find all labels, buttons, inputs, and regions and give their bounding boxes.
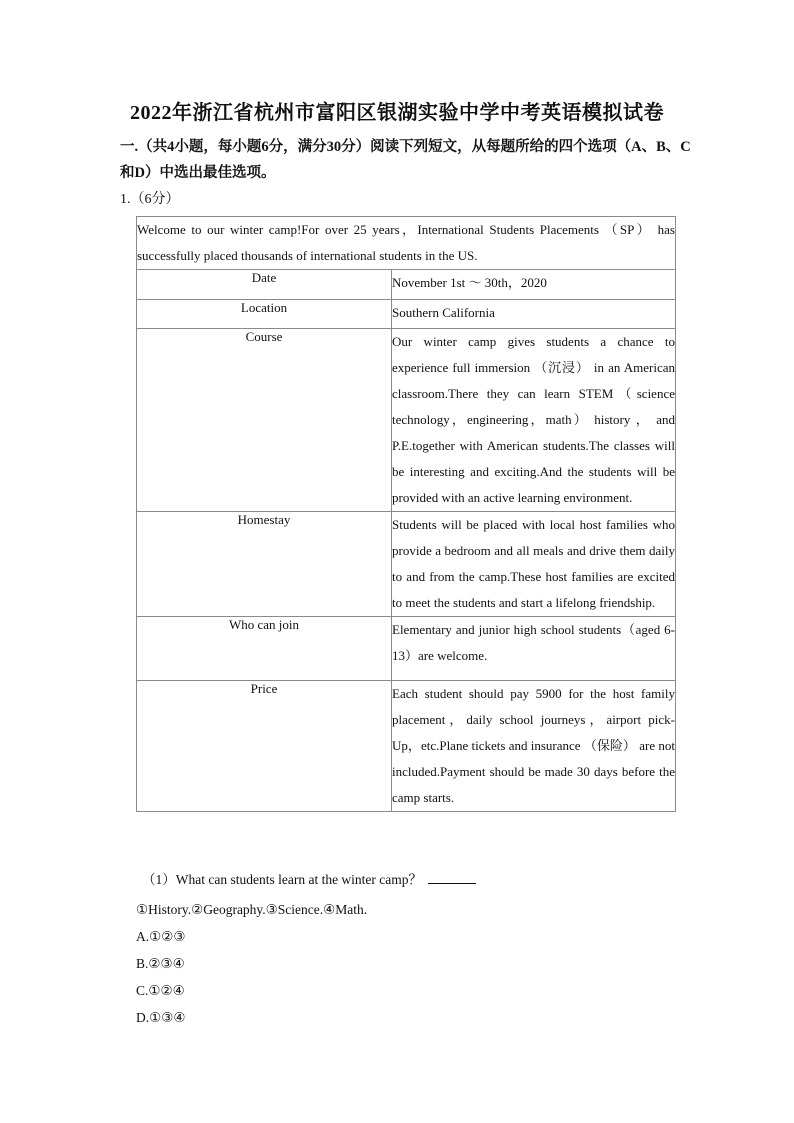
row-value-course: Our winter camp gives students a chance to experience full immersion （沉浸） in an American classroom.There they can learn STEM（science technology，engineering，math） history ， and P.E.together with American students.The classes will be interesting and exciting.And the students will be provided with an active learning environment. (392, 329, 676, 512)
option-c: C.①②④ (136, 983, 185, 998)
table-row (137, 329, 676, 512)
row-value-who-can-join: Elementary and junior high school students（aged 6-13）are welcome. (392, 617, 676, 681)
option-d: D.①③④ (136, 1010, 186, 1025)
sub-question-prompt (142, 868, 476, 888)
table-row (137, 681, 676, 812)
table-row (137, 300, 676, 329)
row-label-location: Location (137, 300, 392, 329)
answer-blank (428, 869, 476, 884)
row-value-price: Each student should pay 5900 for the host family placement，daily school journeys，airport pick-Up，etc.Plane tickets and insurance （保险） are not included.Payment should be made 30 days before the camp starts. (392, 681, 676, 812)
option-b: B.②③④ (136, 956, 185, 971)
row-label-who-can-join: Who can join (137, 617, 392, 681)
table-row (137, 512, 676, 617)
row-label-date: Date (137, 270, 392, 300)
options-block (136, 896, 367, 1031)
row-label-price: Price (137, 681, 392, 812)
row-label-homestay: Homestay (137, 512, 392, 617)
table-row (137, 270, 676, 300)
row-label-course: Course (137, 329, 392, 512)
table-row (137, 617, 676, 681)
choices-line: ①History.②Geography.③Science.④Math. (136, 902, 368, 917)
page-title: 2022年浙江省杭州市富阳区银湖实验中学中考英语模拟试卷 (130, 102, 664, 124)
camp-info-table (136, 216, 676, 812)
intro-cell: Welcome to our winter camp!For over 25 years，International Students Placements （SP） has successfully placed thousands of international students in the US. (137, 217, 676, 270)
row-value-location: Southern California (392, 300, 676, 329)
row-value-date: November 1st ～ 30th，2020 (392, 270, 676, 300)
option-a: A.①②③ (136, 929, 186, 944)
question-number: 1.（6分） (120, 192, 180, 207)
row-value-homestay: Students will be placed with local host families who provide a bedroom and all meals and drive them daily to and from the camp.These host families are excited to meet the students and start a lifelong friendship. (392, 512, 676, 617)
section-heading: 一.（共4小题，每小题6分，满分30分）阅读下列短文，从每题所给的四个选项（A、B、C和D）中选出最佳选项。 (120, 139, 691, 181)
sub-question-text: （1）What can students learn at the winter camp？ (142, 872, 423, 887)
table-row (137, 217, 676, 270)
